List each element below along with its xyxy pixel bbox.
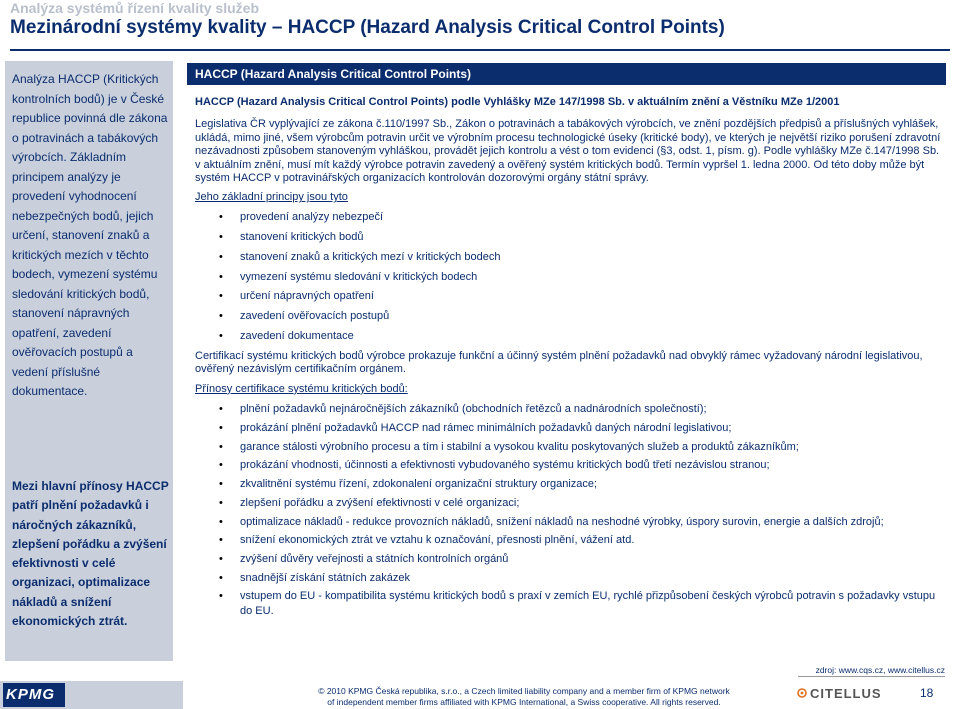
list-item: • stanovení znaků a kritických mezí v kritických bodech bbox=[195, 251, 943, 264]
footer-divider bbox=[798, 676, 945, 677]
content-title-bar bbox=[187, 63, 946, 85]
source-note: zdroj: www.cqs.cz, www.citellus.cz bbox=[815, 665, 945, 675]
list-item: • plnění požadavků nejnáročnějších zákazníků (obchodních řetězců a nadnárodních společností); bbox=[195, 402, 943, 416]
citellus-logo: CITELLUS bbox=[810, 686, 882, 701]
sidebar-principle-text: Základním principem analýzy je provedení vyhodnocení nebezpečných bodů, jejich určení, stanovení znaků a kritických mezích v těchto bodech, vymezení systému sledování kritických bodů, stanovení nápravných opatření, zavedení ověřovacích postupů a vedení příslušné dokumentace. bbox=[12, 150, 158, 398]
citellus-logo-icon bbox=[797, 688, 807, 698]
list-item: • zavedení dokumentace bbox=[195, 330, 943, 343]
list-item: • optimalizace nákladů - redukce provozních nákladů, snížení nákladů na neshodné výrobky, úspory surovin, energie a dalších zdrojů; bbox=[195, 515, 943, 529]
sidebar-intro-text: Analýza HACCP (Kritických kontrolních bodů) je v České republice povinná dle zákona o potravinách a tabákových výrobcích. bbox=[12, 72, 168, 164]
content-bar-title: HACCP (Hazard Analysis Critical Control Points) bbox=[195, 67, 472, 81]
list-item: • zavedení ověřovacích postupů bbox=[195, 310, 943, 323]
list-item: • určení nápravných opatření bbox=[195, 290, 943, 303]
principles-list bbox=[195, 211, 943, 343]
list-item: • prokázání plnění požadavků HACCP nad rámec minimálních požadavků daných národní legislativou; bbox=[195, 421, 943, 435]
principles-heading: Jeho základní principy jsou tyto bbox=[195, 191, 348, 204]
certification-paragraph: Certifikací systému kritických bodů výrobce prokazuje funkční a účinný systém plnění požadavků nad obvyklý rámec vyžadovaný národní legislativou, ověřený nezávislým certifikačním orgánem. bbox=[195, 350, 923, 376]
list-item: • snadnější získání státních zakázek bbox=[195, 571, 943, 585]
list-item: • garance stálosti výrobního procesu a tím i stabilní a vysokou kvalitu poskytovaných služeb a produktů zákazníkům; bbox=[195, 440, 943, 454]
legislation-paragraph: Legislativa ČR vyplývající ze zákona č.110/1997 Sb., Zákon o potravinách a tabákových výrobcích, ve znění pozdějších předpisů a příslušných vyhlášek, ukládá, mimo jiné, všem výrobcům potravin určit ve výrobním procesu technologické úseky (kritické body), ve kterých je největší riziko porušení zdravotní nezávadnosti způsobem stanoveným vyhláškou, provádět jejich kontrolu a vést o tom evidenci (§3, odst. 1, písm. g). Podle vyhlášky MZe č.147/1998 Sb. v aktuálním znění, musí mít každý výrobce potravin zavedený a ověřený systém kritických bodů. Termín vypršel 1. ledna 2000. Od této doby může být systém HACCP v potravinářských organizacích kontrolován dozorovými orgány státní správy. bbox=[195, 118, 941, 185]
list-item: • stanovení kritických bodů bbox=[195, 231, 943, 244]
list-item: • zlepšení pořádku a zvýšení efektivnosti v celé organizaci; bbox=[195, 496, 943, 510]
lead-heading: HACCP (Hazard Analysis Critical Control Points) podle Vyhlášky MZe 147/1998 Sb. v aktuálním znění a Věstníku MZe 1/2001 bbox=[195, 96, 840, 108]
benefits-list bbox=[195, 402, 943, 618]
header-divider bbox=[10, 49, 950, 51]
list-item: • vstupem do EU - kompatibilita systému kritických bodů s praxí v zemích EU, rychlé přizpůsobení českých výrobců potravin s požadavky vstupu do EU. bbox=[195, 589, 943, 618]
sidebar-intro bbox=[12, 70, 172, 402]
list-item: • vymezení systému sledování v kritických bodech bbox=[195, 271, 943, 284]
copyright-line-1: © 2010 KPMG Česká republika, s.r.o., a Czech limited liability company and a member firm of KPMG network bbox=[318, 686, 730, 696]
kpmg-logo: KPMG bbox=[6, 686, 55, 703]
page-title: Mezinárodní systémy kvality – HACCP (Hazard Analysis Critical Control Points) bbox=[10, 17, 725, 38]
benefits-heading: Přínosy certifikace systému kritických bodů: bbox=[195, 382, 408, 395]
sidebar-benefits: Mezi hlavní přínosy HACCP patří plnění požadavků i náročných zákazníků, zlepšení pořádku a zvýšení efektivnosti v celé organizaci, optimalizace nákladů a snížení ekonomických ztrát. bbox=[12, 479, 169, 629]
list-item: • zkvalitnění systému řízení, zdokonalení organizační struktury organizace; bbox=[195, 477, 943, 491]
copyright-notice bbox=[304, 686, 744, 708]
list-item: • zvýšení důvěry veřejnosti a státních kontrolních orgánů bbox=[195, 552, 943, 566]
list-item: • snížení ekonomických ztrát ve vztahu k označování, přesnosti plnění, vážení atd. bbox=[195, 533, 943, 547]
page-number: 18 bbox=[920, 686, 934, 700]
main-content bbox=[195, 96, 943, 622]
list-item: • provedení analýzy nebezpečí bbox=[195, 211, 943, 224]
copyright-line-2: of independent member firms affiliated with KPMG International, a Swiss cooperative. All rights reserved. bbox=[327, 697, 721, 707]
list-item: • prokázání vhodnosti, účinnosti a efektivnosti vybudovaného systému kritických bodů třetí nezávislou stranou; bbox=[195, 458, 943, 472]
header-supertitle: Analýza systémů řízení kvality služeb bbox=[10, 0, 259, 16]
